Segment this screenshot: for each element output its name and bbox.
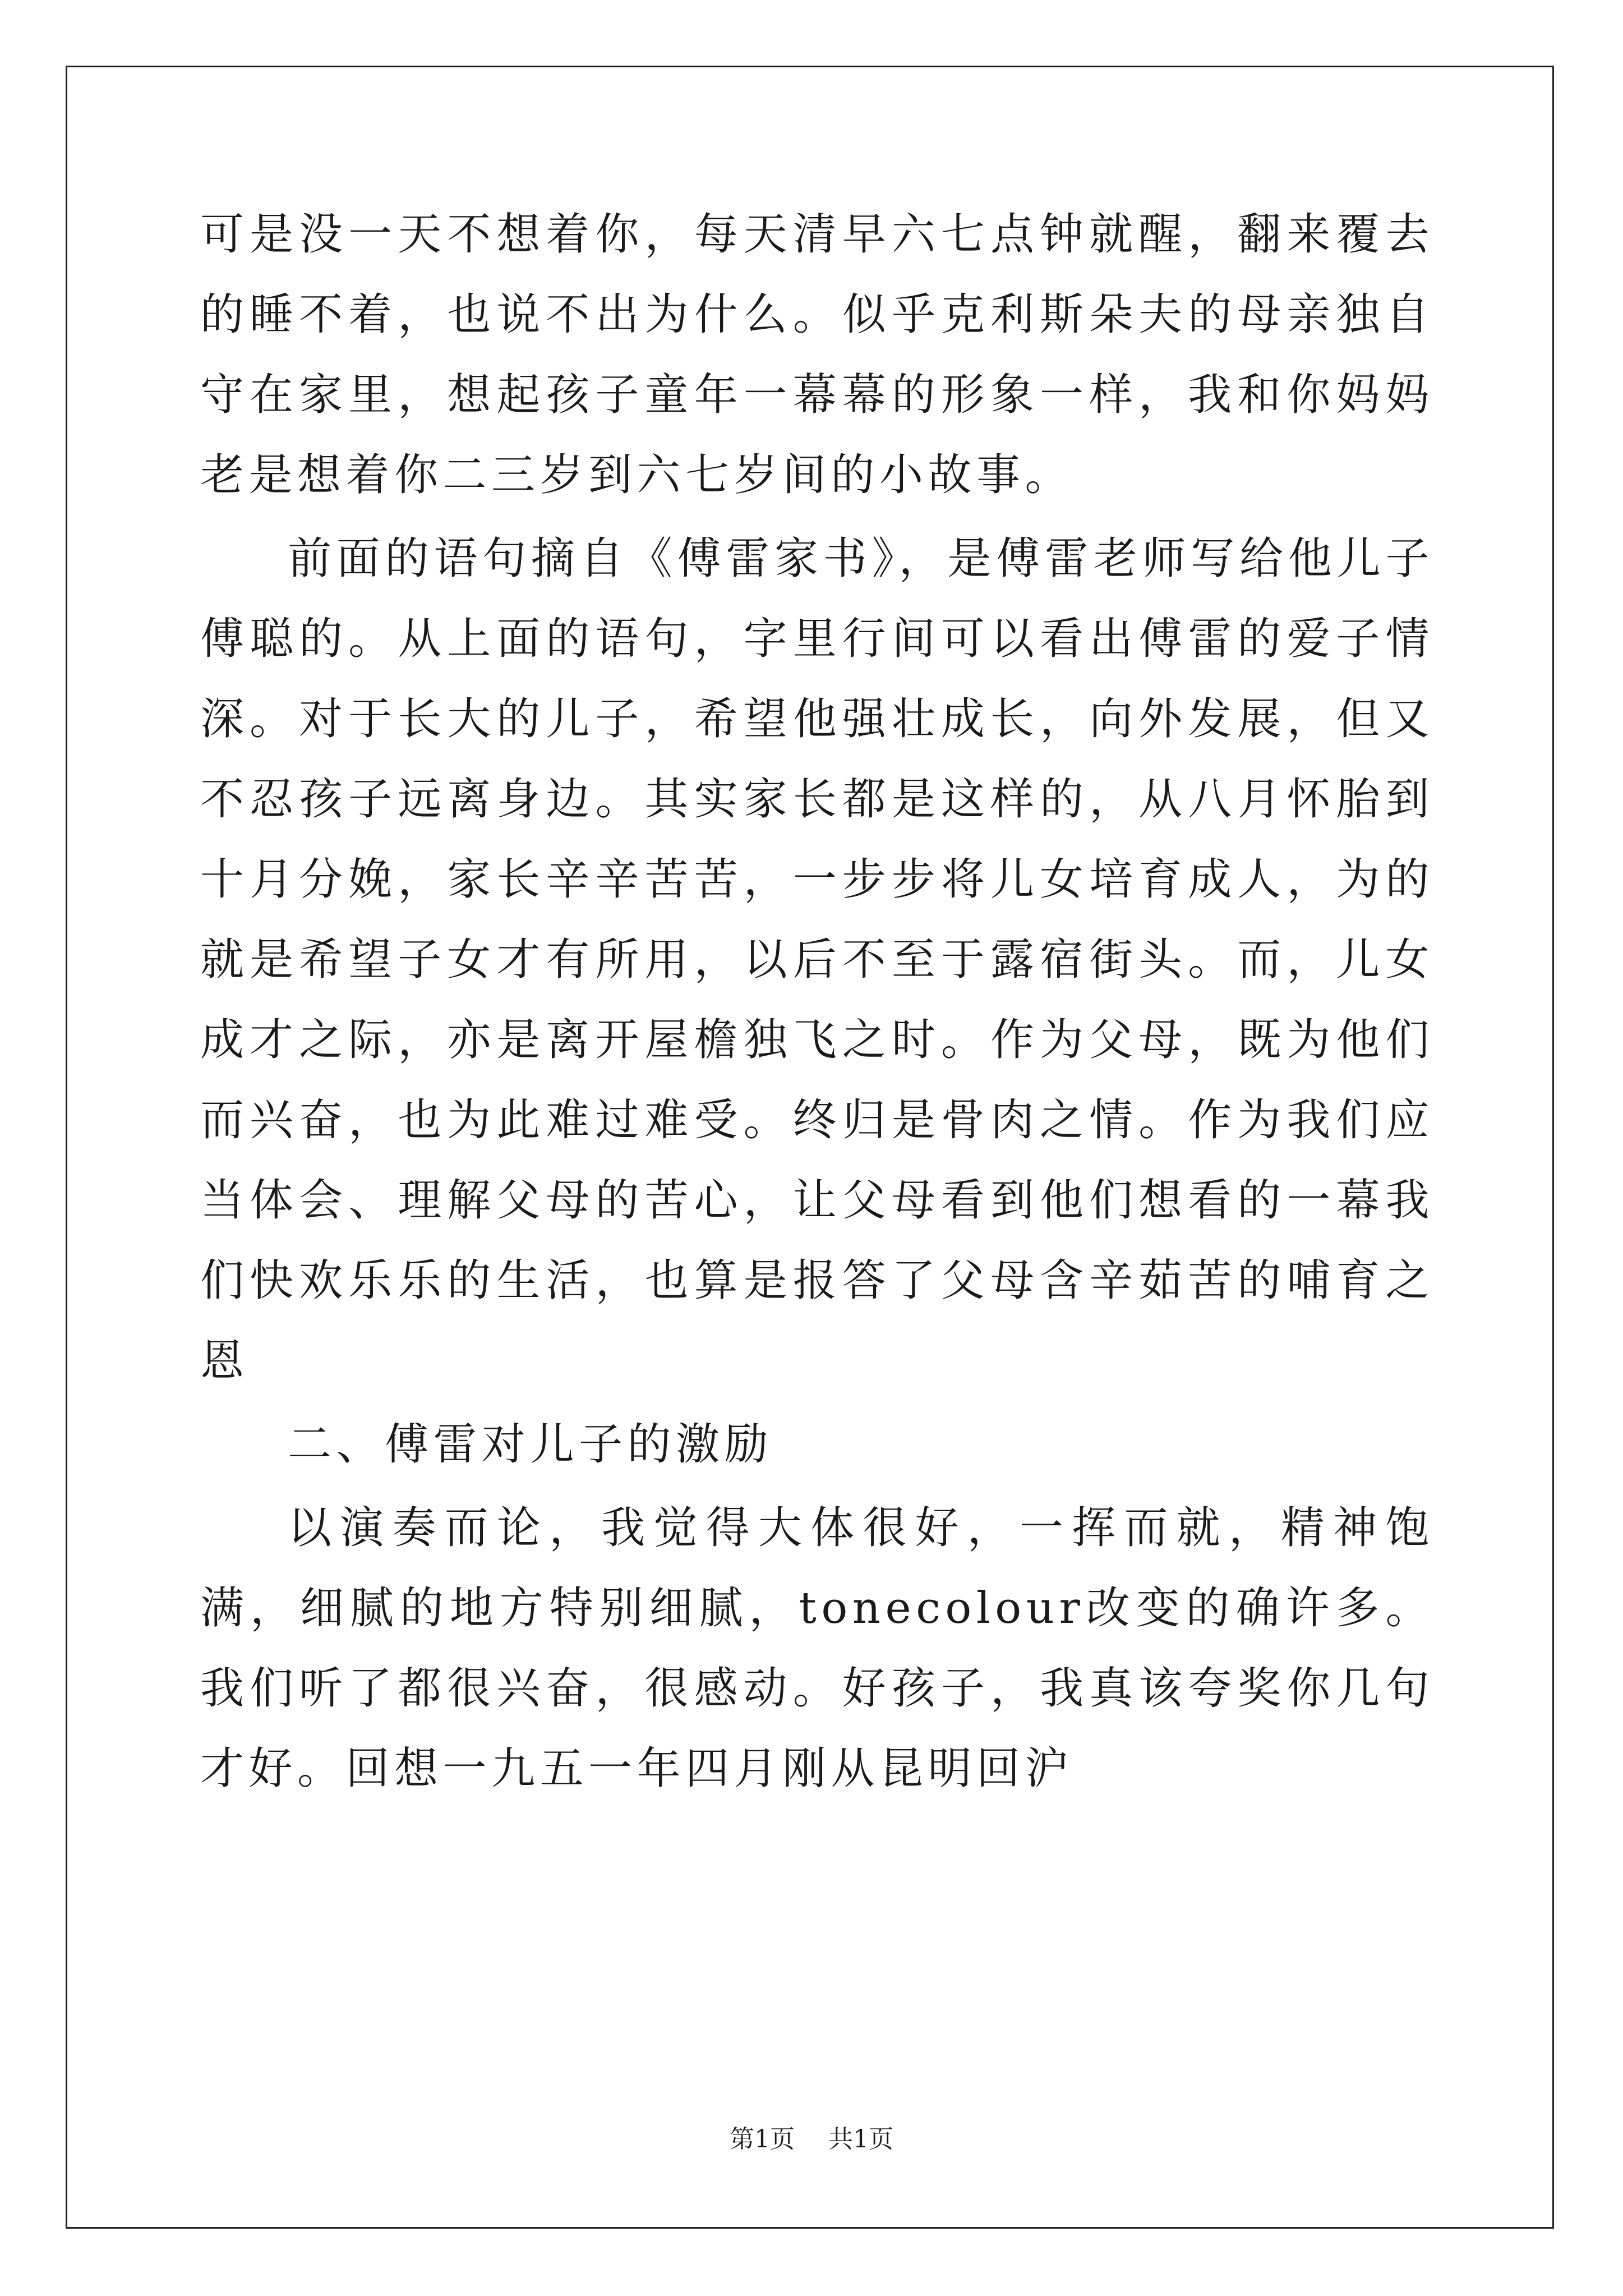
page-number: 第1页 (730, 2125, 795, 2154)
section-heading: 二、傅雷对儿子的激励 (288, 1419, 773, 1470)
paragraph-2: 前面的语句摘自《傅雷家书》，是傅雷老师写给他儿子傅聪的。从上面的语句，字里行间可以看出傅雷的爱子情深。对于长大的儿子，希望他强壮成长，向外发展，但又不忍孩子远离身边。其实家长都是这样的，从八月怀胎到十月分娩，家长辛辛苦苦，一步步将儿女培育成人，为的就是希望子女才有所用，以后不至于露宿街头。而，儿女成才之际，亦是离开屋檐独飞之时。作为父母，既为他们而兴奋，也为此难过难受。终归是骨肉之情。作为我们应当体会、理解父母的苦心，让父母看到他们想看的一幕我们快欢乐乐的生活，也算是报答了父母含辛茹苦的哺育之恩 (200, 533, 1434, 1386)
page-total: 共1页 (828, 2125, 893, 2154)
page-footer (0, 2123, 1623, 2156)
paragraph-3: 以演奏而论，我觉得大体很好，一挥而就，精神饱满，细腻的地方特别细腻，tonecolour改变的确许多。我们听了都很兴奋，很感动。好孩子，我真该夸奖你几句才好。回想一九五一年四月刚从昆明回沪 (200, 1503, 1434, 1794)
paragraph-1: 可是没一天不想着你，每天清早六七点钟就醒，翻来覆去的睡不着，也说不出为什么。似乎克利斯朵夫的母亲独自守在家里，想起孩子童年一幕幕的形象一样，我和你妈妈老是想着你二三岁到六七岁间的小故事。 (200, 209, 1434, 500)
document-body (200, 195, 1434, 1812)
